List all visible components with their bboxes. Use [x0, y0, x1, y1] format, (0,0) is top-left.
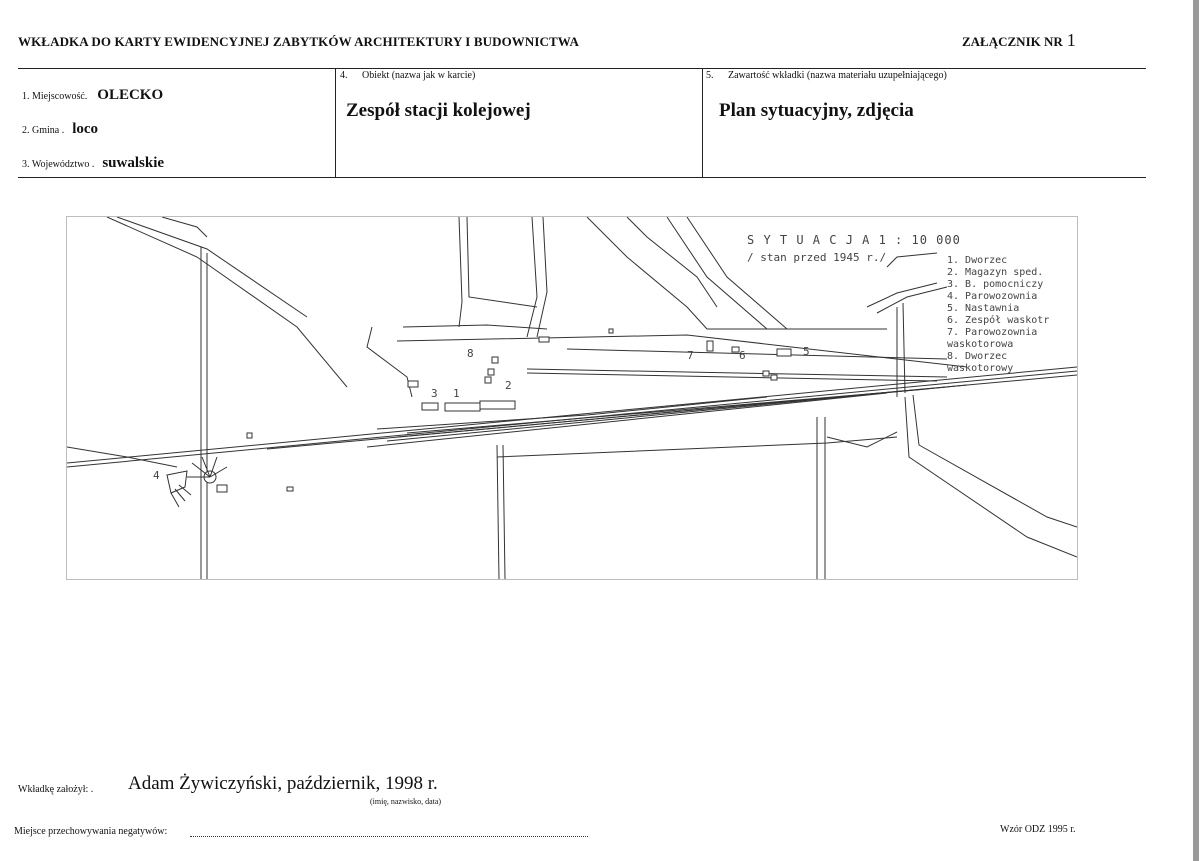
contents-label	[706, 70, 947, 81]
legend-item: 6. Zespół waskotr	[947, 315, 1050, 326]
scan-edge	[1193, 0, 1199, 861]
negatives-dotted-line	[190, 836, 588, 837]
annex-number: 1	[1066, 30, 1076, 50]
template-version: Wzór ODZ 1995 r.	[1000, 824, 1076, 835]
map-drawing	[67, 217, 1077, 579]
map-marker-6: 6	[739, 349, 746, 362]
railway-lines	[67, 329, 1077, 467]
map-title: S Y T U A C J A 1 : 10 000	[747, 233, 961, 247]
contents-label-text: Zawartość wkładki (nazwa materiału uzupełniającego)	[728, 70, 947, 81]
town-row	[22, 86, 163, 104]
author-value: Adam Żywiczyński, październik, 1998 r.	[128, 773, 438, 794]
legend-item: 2. Magazyn sped.	[947, 267, 1044, 278]
annex-label-text: ZAŁĄCZNIK NR	[962, 34, 1063, 49]
document-title: WKŁADKA DO KARTY EWIDENCYJNEJ ZABYTKÓW ARCHITEKTURY I BUDOWNICTWA	[18, 34, 579, 49]
legend-item: waskotorowy	[947, 363, 1014, 374]
contents-value: Plan sytuacyjny, zdjęcia	[719, 100, 914, 121]
situation-map	[66, 216, 1078, 580]
legend-item: 4. Parowozownia	[947, 291, 1038, 302]
author-hint: (imię, nazwisko, data)	[370, 797, 442, 806]
legend-item: waskotorowa	[947, 339, 1014, 350]
object-value: Zespół stacji kolejowej	[346, 100, 531, 121]
object-label-text: Obiekt (nazwa jak w karcie)	[362, 70, 476, 81]
map-marker-5: 5	[803, 345, 810, 358]
legend-item: 1. Dworzec	[947, 255, 1008, 266]
voivodeship-row	[22, 154, 164, 172]
commune-value: loco	[72, 121, 99, 137]
object-label	[340, 70, 475, 81]
legend-item: 3. B. pomocniczy	[947, 279, 1044, 290]
object-label-number: 4.	[340, 70, 348, 81]
legend-item: 8. Dworzec	[947, 351, 1008, 362]
map-marker-2: 2	[505, 379, 512, 392]
negatives-label: Miejsce przechowywania negatywów:	[14, 826, 168, 837]
annex-label	[962, 30, 1076, 51]
map-marker-8: 8	[467, 347, 474, 360]
contents-label-number: 5.	[706, 70, 714, 81]
table-divider-1	[335, 68, 336, 178]
legend-item: 5. Nastawnia	[947, 303, 1020, 314]
map-marker-1: 1	[453, 387, 460, 400]
voivodeship-label: 3. Województwo .	[22, 159, 95, 170]
commune-label: 2. Gmina .	[22, 125, 65, 136]
roads	[67, 217, 1077, 579]
map-marker-3: 3	[431, 387, 438, 400]
map-subtitle: / stan przed 1945 r./	[747, 251, 887, 264]
map-marker-4: 4	[153, 469, 160, 482]
table-bottom-rule	[18, 177, 1146, 178]
author-label: Wkładkę założył: .	[18, 784, 94, 795]
commune-row	[22, 120, 98, 138]
table-top-rule	[18, 68, 1146, 69]
roundhouse	[167, 457, 227, 507]
town-value: OLECKO	[97, 87, 164, 103]
table-divider-2	[702, 68, 703, 178]
map-marker-7: 7	[687, 349, 694, 362]
town-label: 1. Miejscowość.	[22, 91, 88, 102]
legend-item: 7. Parowozownia	[947, 327, 1038, 338]
voivodeship-value: suwalskie	[102, 155, 165, 171]
